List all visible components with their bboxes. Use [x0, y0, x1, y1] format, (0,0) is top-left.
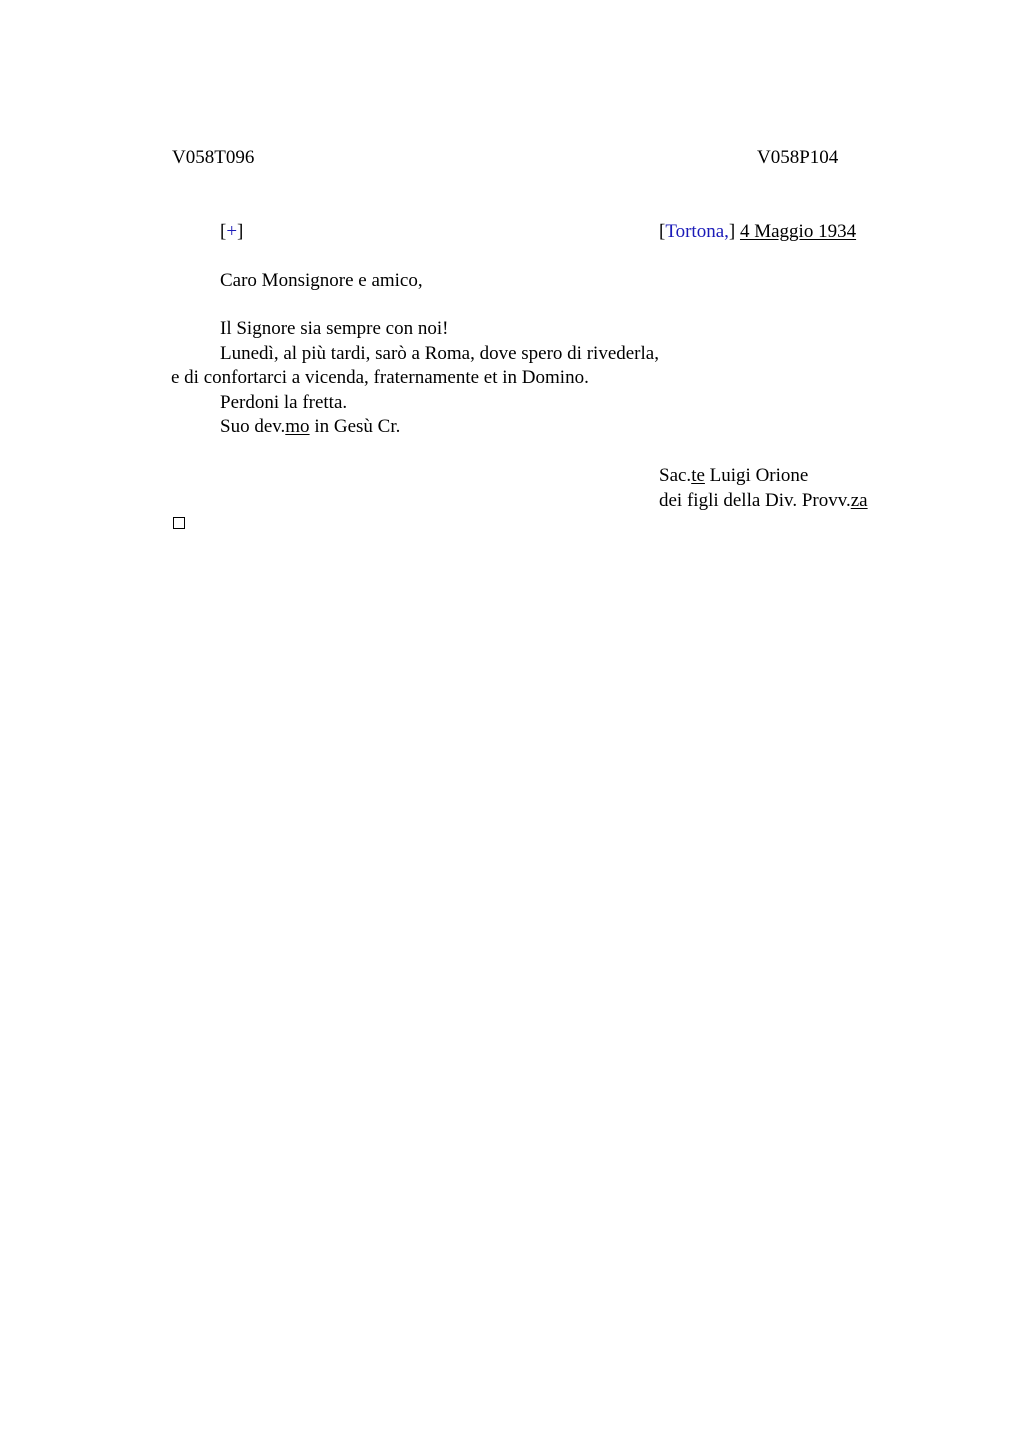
letter-date: 4 Maggio 1934: [739, 221, 857, 242]
signature-line-1: [659, 464, 808, 488]
bracket-open: [: [659, 221, 666, 242]
signature-abbrev: te: [691, 465, 705, 486]
place-name: Tortona,: [665, 221, 729, 242]
signature-name: Luigi Orione: [704, 465, 809, 486]
salutation: Caro Monsignore e amico,: [220, 270, 423, 291]
document-code-right: V058P104: [757, 147, 839, 168]
bracket-close: ]: [728, 221, 736, 242]
closing-suffix: in Gesù Cr.: [309, 416, 401, 437]
empty-square-icon: [173, 517, 185, 529]
body-line: Lunedì, al più tardi, sarò a Roma, dove spero di rivederla,: [220, 343, 659, 364]
bracket-close: ]: [237, 221, 244, 242]
document-code-left: V058T096: [172, 147, 255, 168]
signature-congregation: dei figli della Div. Provv.: [659, 490, 851, 511]
body-line: e di confortarci a vicenda, fraternamente et in Domino.: [171, 367, 589, 388]
body-line: Il Signore sia sempre con noi!: [220, 318, 449, 339]
closing-prefix: Suo dev.: [220, 416, 286, 437]
signature-congregation-abbrev: za: [850, 490, 868, 511]
signature-line-2: [659, 489, 868, 513]
closing-line: [220, 415, 400, 439]
bracket-open: [: [220, 221, 227, 242]
place-date: [659, 220, 856, 244]
signature-prefix: Sac.: [659, 465, 692, 486]
body-line: Perdoni la fretta.: [220, 392, 348, 413]
closing-abbrev: mo: [285, 416, 310, 437]
cross-marker: [220, 220, 243, 244]
cross-icon: +: [226, 221, 238, 242]
